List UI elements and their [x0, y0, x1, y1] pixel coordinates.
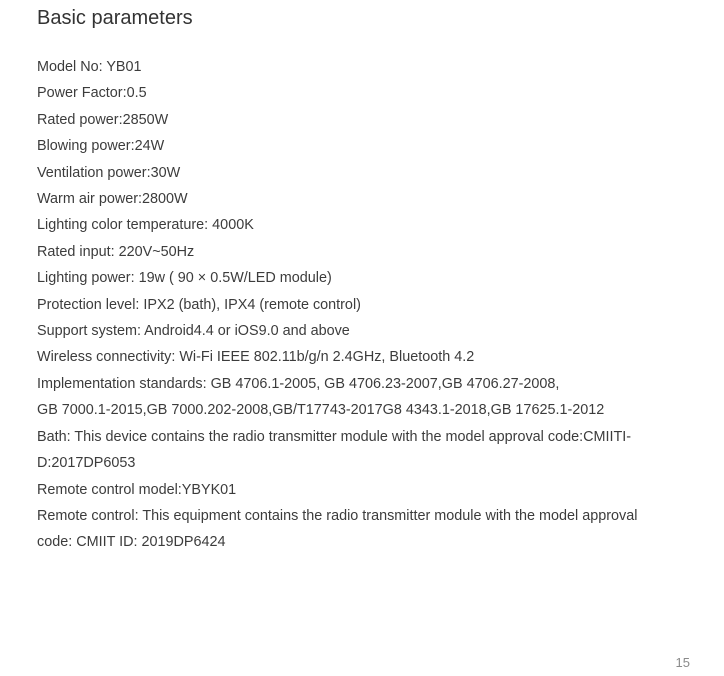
param-implementation-standards-cont: GB 7000.1-2015,GB 7000.202-2008,GB/T17743-2017G8 4343.1-2018,GB 17625.1-2012 [37, 402, 605, 419]
param-rated-power: Rated power:2850W [37, 111, 169, 128]
section-title: Basic parameters [37, 7, 193, 29]
param-implementation-standards: Implementation standards: GB 4706.1-2005, GB 4706.23-2007,GB 4706.27-2008, [37, 375, 560, 392]
param-bath-approval-code-cont: D:2017DP6053 [37, 455, 136, 472]
param-model-no: Model No: YB01 [37, 59, 142, 75]
param-bath-approval-code: Bath: This device contains the radio transmitter module with the model approval code:CMIITI- [37, 428, 632, 445]
page-number: 15 [675, 655, 690, 670]
param-lighting-power: Lighting power: 19w ( 90 × 0.5W/LED module) [37, 270, 332, 287]
param-protection-level: Protection level: IPX2 (bath), IPX4 (remote control) [37, 296, 361, 313]
param-warm-air-power: Warm air power:2800W [37, 191, 188, 208]
param-remote-control-approval-cont: code: CMIIT ID: 2019DP6424 [37, 534, 226, 551]
param-rated-input: Rated input: 220V~50Hz [37, 243, 195, 260]
param-power-factor: Power Factor:0.5 [37, 85, 147, 102]
param-lighting-color-temperature: Lighting color temperature: 4000K [37, 217, 254, 234]
param-remote-control-approval: Remote control: This equipment contains the radio transmitter module with the model approval [37, 507, 638, 524]
parameter-list [37, 54, 697, 556]
param-wireless-connectivity: Wireless connectivity: Wi-Fi IEEE 802.11b/g/n 2.4GHz, Bluetooth 4.2 [37, 349, 475, 366]
param-ventilation-power: Ventilation power:30W [37, 164, 181, 181]
param-blowing-power: Blowing power:24W [37, 138, 165, 155]
param-remote-control-model: Remote control model:YBYK01 [37, 481, 237, 498]
param-support-system: Support system: Android4.4 or iOS9.0 and above [37, 323, 350, 340]
